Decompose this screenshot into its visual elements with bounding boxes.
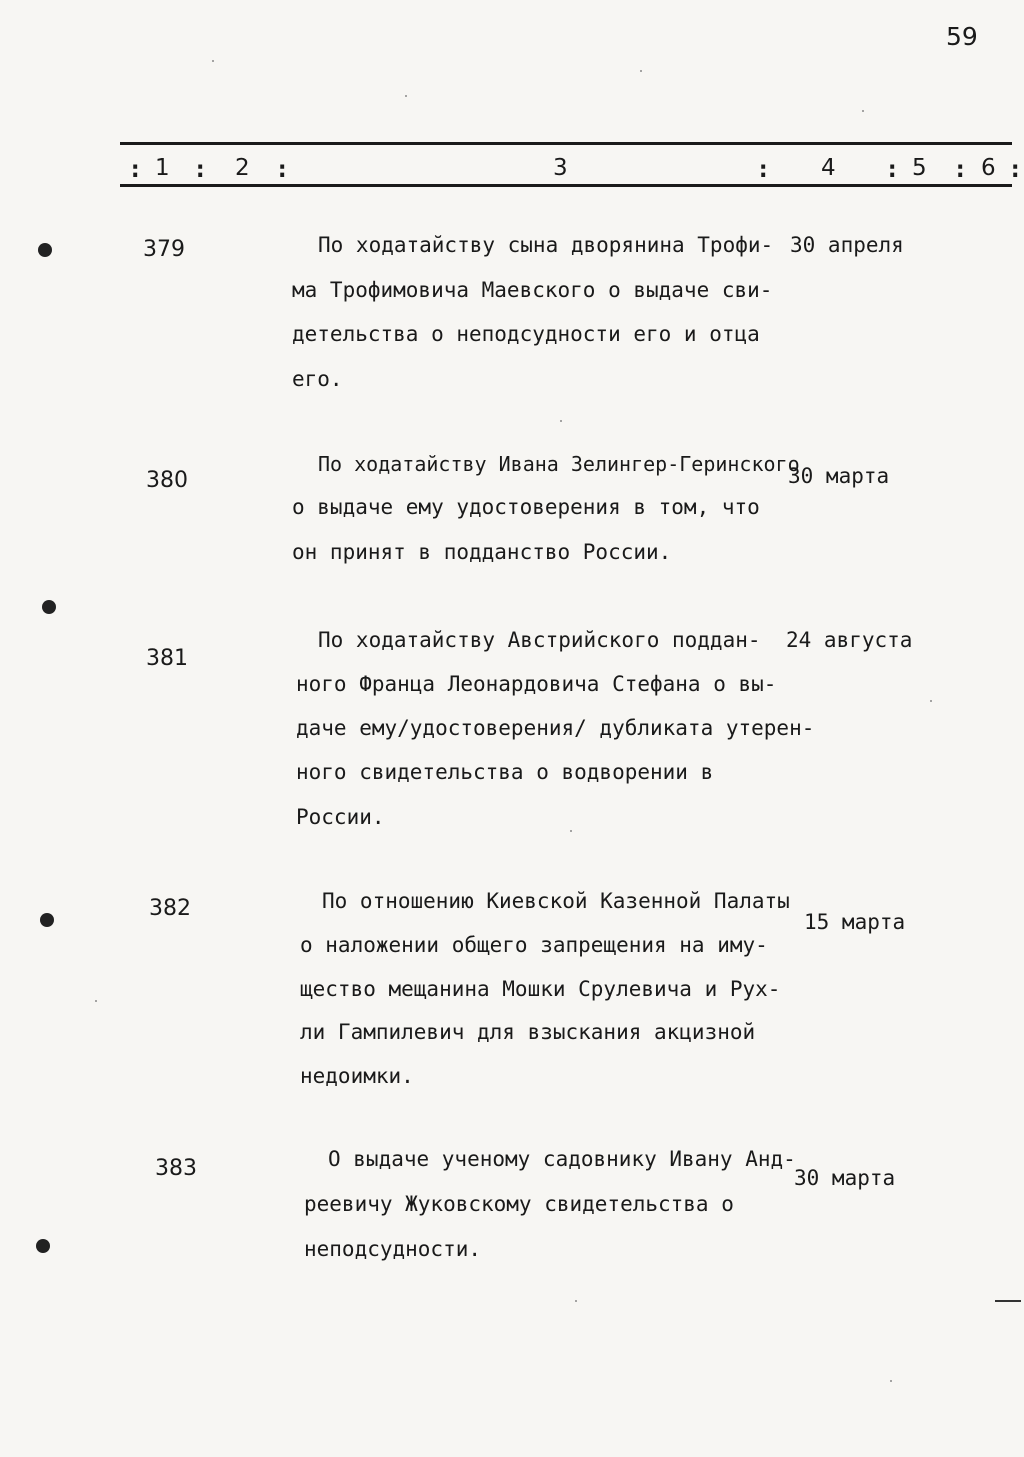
paper-speck [212, 60, 214, 62]
column-header-2: 2 [235, 155, 250, 181]
entry-number: 379 [143, 237, 185, 262]
paper-speck [560, 420, 562, 422]
entry-text-line: По ходатайству сына дворянина Трофи- [318, 233, 774, 257]
binding-hole [36, 1239, 50, 1253]
paper-speck [95, 1000, 97, 1002]
entry-date: 24 августа [786, 628, 913, 652]
paper-speck [862, 110, 864, 112]
entry-date: 30 марта [794, 1166, 896, 1190]
column-separator: : [275, 155, 290, 183]
entry-text-line: щество мещанина Мошки Срулевича и Рух- [300, 977, 781, 1001]
entry-text-line: о выдаче ему удостоверения в том, что [292, 495, 760, 519]
paper-speck [890, 1380, 892, 1382]
column-header-1: 1 [155, 155, 170, 181]
entry-date: 30 марта [788, 464, 890, 488]
entry-text-line: его. [292, 367, 343, 391]
entry-text-line: о наложении общего запрещения на иму- [300, 933, 768, 957]
binding-hole [38, 243, 52, 257]
entry-text-line: По ходатайству Австрийского поддан- [318, 628, 761, 652]
entry-number: 382 [149, 896, 191, 921]
entry-text-line: России. [296, 805, 385, 829]
entry-text-line: недоимки. [300, 1064, 414, 1088]
entry-date: 15 марта [804, 910, 906, 934]
column-header-6: 6 [981, 155, 996, 181]
column-header-3: 3 [553, 155, 568, 181]
entry-number: 383 [155, 1156, 197, 1181]
entry-text-line: ного Франца Леонардовича Стефана о вы- [296, 672, 777, 696]
entry-text-line: ного свидетельства о водворении в [296, 760, 714, 784]
column-header-5: 5 [912, 155, 927, 181]
header-rule-top [120, 142, 1012, 145]
entry-number: 381 [146, 646, 188, 671]
paper-speck [640, 70, 642, 72]
entry-text-line: неподсудности. [304, 1237, 482, 1261]
entry-text-line: реевичу Жуковскому свидетельства о [304, 1192, 734, 1216]
column-separator: : [193, 155, 208, 183]
column-separator: : [1008, 155, 1023, 183]
page-number: 59 [946, 22, 978, 51]
entry-text-line: ли Гампилевич для взыскания акцизной [300, 1020, 756, 1044]
binding-hole [42, 600, 56, 614]
entry-text-line: По ходатайству Ивана Зелингер-Геринского [318, 452, 800, 476]
paper-speck [575, 1300, 577, 1302]
paper-speck [570, 830, 572, 832]
entry-number: 380 [146, 468, 188, 493]
entry-text-line: О выдаче ученому садовнику Ивану Анд- [328, 1147, 796, 1171]
entry-text-line: По отношению Киевской Казенной Палаты [322, 889, 790, 913]
binding-hole [40, 913, 54, 927]
entry-text-line: он принят в подданство России. [292, 540, 672, 564]
margin-mark [995, 1300, 1021, 1302]
column-separator: : [756, 155, 771, 183]
column-separator: : [128, 155, 143, 183]
header-rule-bottom [120, 184, 1012, 187]
paper-speck [930, 700, 932, 702]
paper-speck [405, 95, 407, 97]
column-separator: : [885, 155, 900, 183]
column-header-4: 4 [821, 155, 836, 181]
entry-date: 30 апреля [790, 233, 904, 257]
entry-text-line: детельства о неподсудности его и отца [292, 322, 760, 346]
entry-text-line: даче ему/удостоверения/ дубликата утерен- [296, 716, 815, 740]
entry-text-line: ма Трофимовича Маевского о выдаче сви- [292, 278, 773, 302]
column-separator: : [953, 155, 968, 183]
